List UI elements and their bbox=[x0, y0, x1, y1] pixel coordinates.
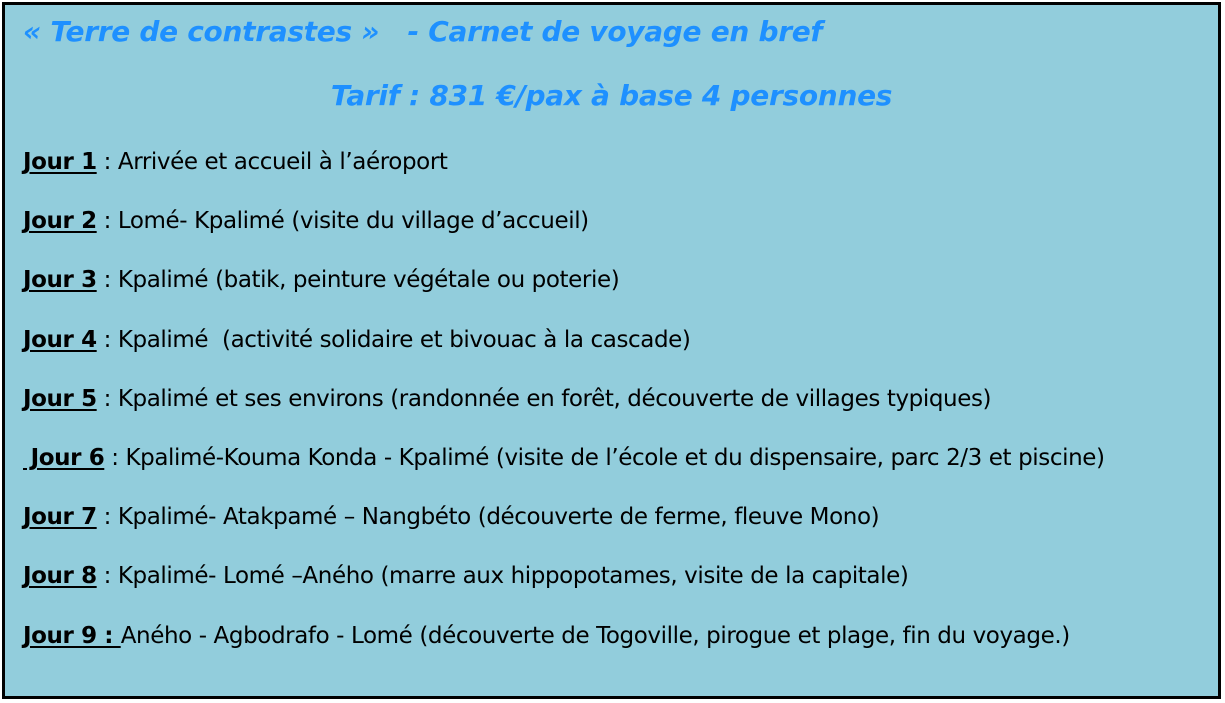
day-description: Kpalimé- Lomé –Aného (marre aux hippopotames, visite de la capitale) bbox=[117, 563, 909, 590]
day-separator: : bbox=[96, 267, 118, 294]
itinerary-day-6 bbox=[23, 438, 1105, 497]
day-separator: : bbox=[96, 208, 118, 235]
itinerary-box bbox=[2, 2, 1221, 699]
day-description: Kpalimé (batik, peinture végétale ou poterie) bbox=[117, 267, 620, 294]
day-description: Kpalimé-Kouma Konda - Kpalimé (visite de l’école et du dispensaire, parc 2/3 et piscine) bbox=[125, 444, 1105, 471]
day-label: Jour 1 bbox=[23, 149, 97, 175]
day-separator: : bbox=[96, 326, 118, 353]
day-label: Jour 4 bbox=[23, 326, 97, 353]
itinerary-day-8 bbox=[23, 556, 1105, 615]
day-separator: : bbox=[96, 563, 118, 590]
price-line: Tarif : 831 €/pax à base 4 personnes bbox=[330, 79, 893, 112]
day-label: Jour 6 bbox=[23, 444, 105, 471]
day-description: Arrivée et accueil à l’aéroport bbox=[117, 149, 448, 175]
itinerary-day-3 bbox=[23, 260, 1105, 319]
itinerary-list bbox=[23, 142, 1105, 675]
day-label: Jour 9 : bbox=[23, 622, 121, 649]
document-title: « Terre de contrastes » - Carnet de voyage en bref bbox=[23, 15, 823, 48]
itinerary-day-9 bbox=[23, 616, 1105, 675]
itinerary-day-2 bbox=[23, 201, 1105, 260]
day-label: Jour 2 bbox=[23, 208, 97, 235]
day-separator: : bbox=[96, 504, 118, 531]
day-description: Kpalimé et ses environs (randonnée en forêt, découverte de villages typiques) bbox=[117, 385, 992, 412]
day-description: Lomé- Kpalimé (visite du village d’accueil) bbox=[117, 208, 589, 235]
day-description: Kpalimé- Atakpamé – Nangbéto (découverte de ferme, fleuve Mono) bbox=[117, 504, 880, 531]
day-label: Jour 8 bbox=[23, 563, 97, 590]
itinerary-day-7 bbox=[23, 497, 1105, 556]
day-description: Aného - Agbodrafo - Lomé (découverte de Togoville, pirogue et plage, fin du voyage.) bbox=[120, 622, 1070, 649]
day-description: Kpalimé (activité solidaire et bivouac à la cascade) bbox=[117, 326, 691, 353]
day-separator: : bbox=[96, 385, 118, 412]
day-separator: : bbox=[96, 149, 118, 175]
itinerary-day-1 bbox=[23, 142, 1105, 201]
day-label: Jour 7 bbox=[23, 504, 97, 531]
day-label: Jour 5 bbox=[23, 385, 97, 412]
day-label: Jour 3 bbox=[23, 267, 97, 294]
itinerary-day-4 bbox=[23, 320, 1105, 379]
itinerary-day-5 bbox=[23, 379, 1105, 438]
day-separator: : bbox=[104, 444, 126, 471]
